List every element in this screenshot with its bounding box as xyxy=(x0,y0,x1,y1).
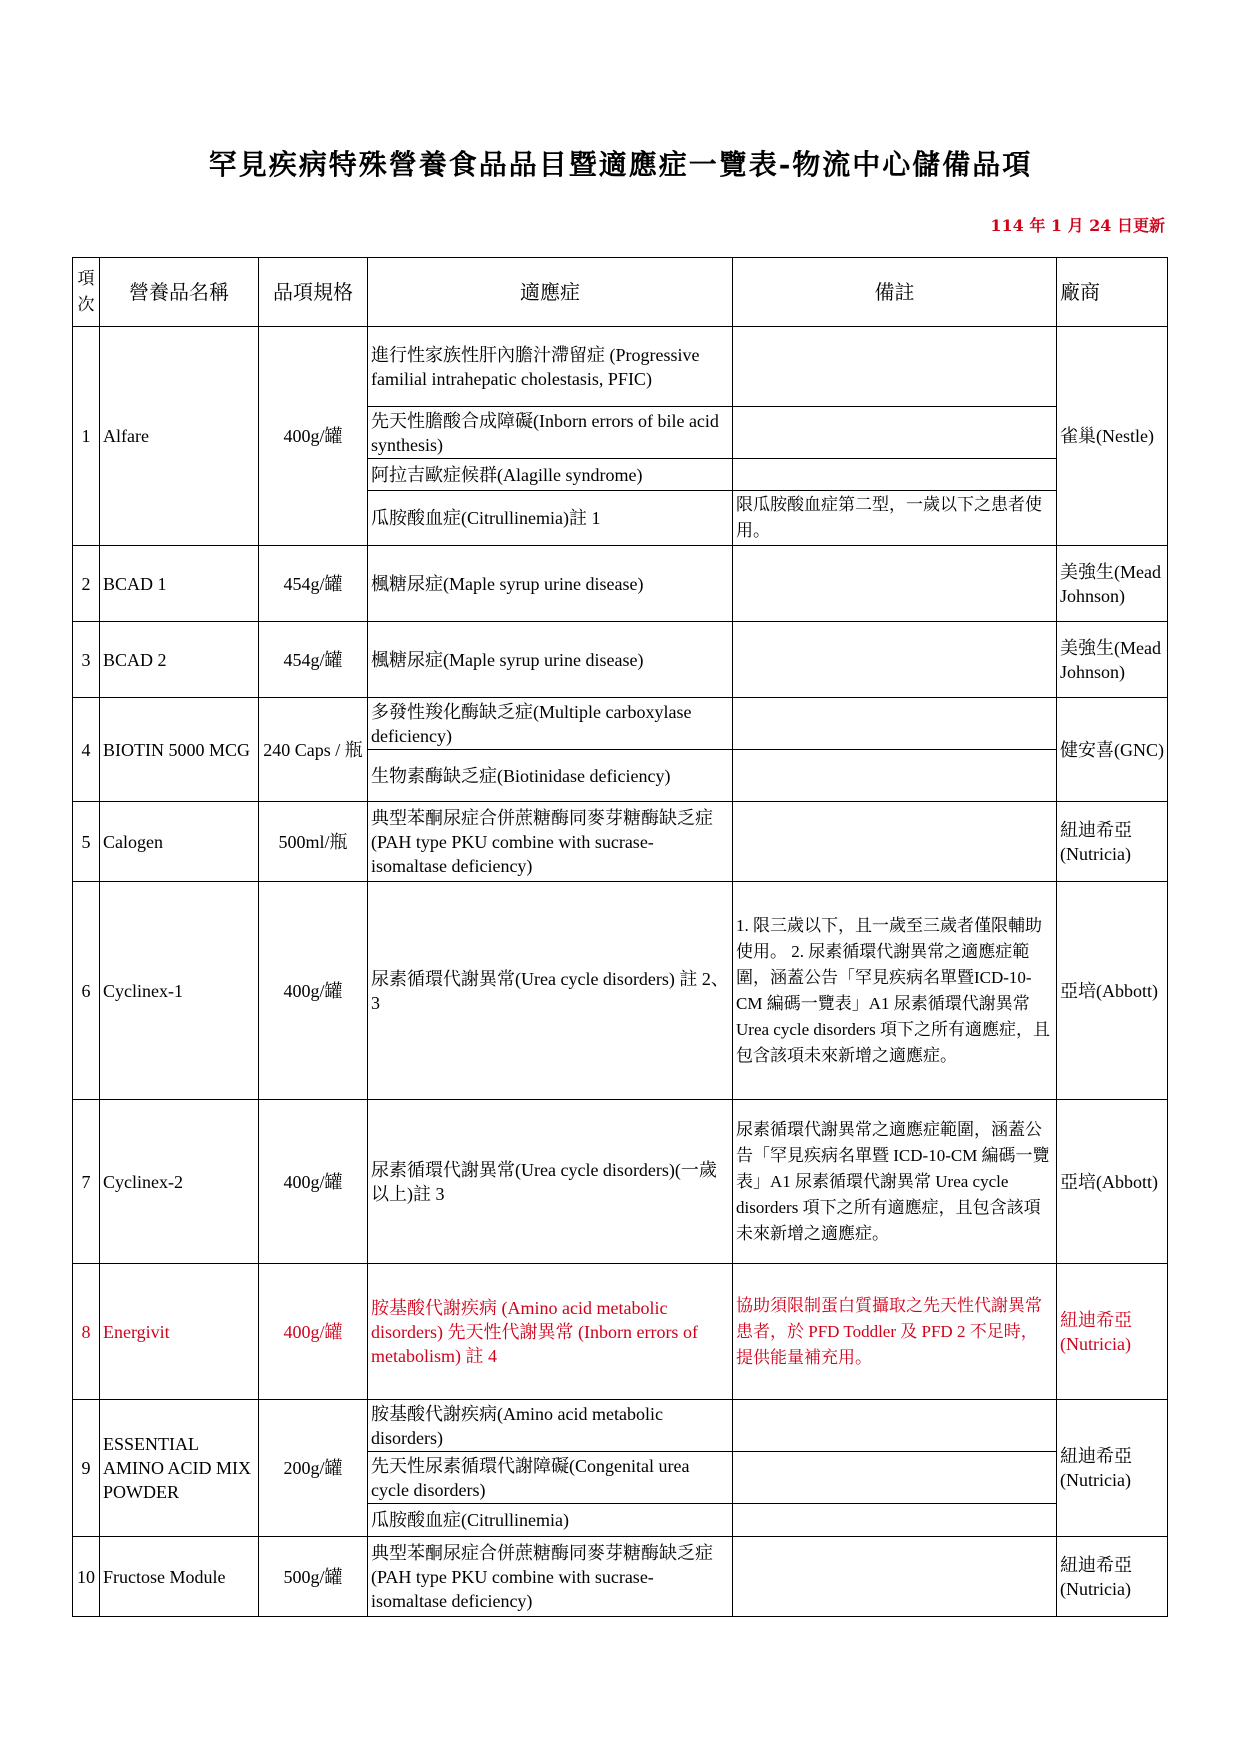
product-name: Cyclinex-1 xyxy=(100,882,259,1100)
vendor-cell: 亞培(Abbott) xyxy=(1057,882,1168,1100)
indication-cell: 阿拉吉歐症候群(Alagille syndrome) xyxy=(368,459,733,491)
table-row xyxy=(73,698,1168,750)
table-row xyxy=(73,1264,1168,1400)
header-indication: 適應症 xyxy=(368,258,733,327)
indication-cell: 典型苯酮尿症合併蔗糖酶同麥芽糖酶缺乏症 (PAH type PKU combine with sucrase-isomaltase deficiency) xyxy=(368,802,733,882)
remark-cell: 尿素循環代謝異常之適應症範圍，涵蓋公告「罕見疾病名單暨 ICD-10-CM 編碼一覽表」A1 尿素循環代謝異常 Urea cycle disorders 項下之所有適應症，且包含該項未來新增之適應症。 xyxy=(733,1100,1057,1264)
indication-cell: 胺基酸代謝疾病(Amino acid metabolic disorders) xyxy=(368,1400,733,1452)
product-name: ESSENTIAL AMINO ACID MIX POWDER xyxy=(100,1400,259,1537)
indication-cell: 瓜胺酸血症(Citrullinemia) xyxy=(368,1504,733,1537)
nutrition-product-table xyxy=(72,257,1168,1617)
product-spec: 240 Caps / 瓶 xyxy=(259,698,368,802)
remark-cell xyxy=(733,1400,1057,1452)
vendor-cell: 紐迪希亞(Nutricia) xyxy=(1057,1537,1168,1617)
indication-cell: 進行性家族性肝內膽汁滯留症 (Progressive familial intrahepatic cholestasis, PFIC) xyxy=(368,327,733,407)
product-spec: 400g/罐 xyxy=(259,327,368,546)
remark-cell: 協助須限制蛋白質攝取之先天性代謝異常患者，於 PFD Toddler 及 PFD 2 不足時，提供能量補充用。 xyxy=(733,1264,1057,1400)
indication-cell: 先天性膽酸合成障礙(Inborn errors of bile acid synthesis) xyxy=(368,407,733,459)
indication-cell: 瓜胺酸血症(Citrullinemia)註 1 xyxy=(368,491,733,546)
table-row xyxy=(73,327,1168,407)
product-name: Energivit xyxy=(100,1264,259,1400)
remark-cell xyxy=(733,1504,1057,1537)
remark-cell: 1. 限三歲以下，且一歲至三歲者僅限輔助使用。 2. 尿素循環代謝異常之適應症範圍，涵蓋公告「罕見疾病名單暨ICD-10-CM 編碼一覽表」A1 尿素循環代謝異常 Urea cycle disorders 項下之所有適應症，且包含該項未來新增之適應症。 xyxy=(733,882,1057,1100)
table-row xyxy=(73,882,1168,1100)
row-index: 5 xyxy=(73,802,100,882)
row-index: 7 xyxy=(73,1100,100,1264)
row-index: 1 xyxy=(73,327,100,546)
product-name: BCAD 1 xyxy=(100,546,259,622)
vendor-cell: 健安喜(GNC) xyxy=(1057,698,1168,802)
table-row xyxy=(73,1100,1168,1264)
product-name: BCAD 2 xyxy=(100,622,259,698)
remark-cell xyxy=(733,802,1057,882)
product-spec: 500g/罐 xyxy=(259,1537,368,1617)
header-remark: 備註 xyxy=(733,258,1057,327)
header-index: 項次 xyxy=(73,258,100,327)
remark-cell: 限瓜胺酸血症第二型，一歲以下之患者使用。 xyxy=(733,491,1057,546)
product-name: Cyclinex-2 xyxy=(100,1100,259,1264)
product-spec: 200g/罐 xyxy=(259,1400,368,1537)
remark-cell xyxy=(733,698,1057,750)
product-name: Alfare xyxy=(100,327,259,546)
header-vendor: 廠商 xyxy=(1057,258,1168,327)
product-spec: 400g/罐 xyxy=(259,1264,368,1400)
row-index: 10 xyxy=(73,1537,100,1617)
table-row xyxy=(73,622,1168,698)
header-spec: 品項規格 xyxy=(259,258,368,327)
indication-cell: 多發性羧化酶缺乏症(Multiple carboxylase deficiency) xyxy=(368,698,733,750)
vendor-cell: 紐迪希亞(Nutricia) xyxy=(1057,802,1168,882)
vendor-cell: 亞培(Abbott) xyxy=(1057,1100,1168,1264)
page-title: 罕見疾病特殊營養食品品目暨適應症一覽表-物流中心儲備品項 xyxy=(208,148,1033,181)
table-header-row xyxy=(73,258,1168,327)
table-row xyxy=(73,802,1168,882)
indication-cell: 楓糖尿症(Maple syrup urine disease) xyxy=(368,546,733,622)
remark-cell xyxy=(733,1452,1057,1504)
indication-cell: 尿素循環代謝異常(Urea cycle disorders) 註 2、3 xyxy=(368,882,733,1100)
table-row xyxy=(73,1400,1168,1452)
remark-cell xyxy=(733,1537,1057,1617)
table-row xyxy=(73,1537,1168,1617)
row-index: 6 xyxy=(73,882,100,1100)
remark-cell xyxy=(733,750,1057,802)
row-index: 2 xyxy=(73,546,100,622)
vendor-cell: 雀巢(Nestle) xyxy=(1057,327,1168,546)
table-row xyxy=(73,546,1168,622)
vendor-cell: 紐迪希亞(Nutricia) xyxy=(1057,1264,1168,1400)
indication-cell: 生物素酶缺乏症(Biotinidase deficiency) xyxy=(368,750,733,802)
row-index: 4 xyxy=(73,698,100,802)
product-spec: 500ml/瓶 xyxy=(259,802,368,882)
remark-cell xyxy=(733,459,1057,491)
vendor-cell: 美強生(Mead Johnson) xyxy=(1057,546,1168,622)
indication-cell: 典型苯酮尿症合併蔗糖酶同麥芽糖酶缺乏症(PAH type PKU combine with sucrase-isomaltase deficiency) xyxy=(368,1537,733,1617)
product-spec: 454g/罐 xyxy=(259,546,368,622)
remark-cell xyxy=(733,407,1057,459)
product-name: BIOTIN 5000 MCG xyxy=(100,698,259,802)
row-index: 8 xyxy=(73,1264,100,1400)
update-date: 114 年 1 月 24 日更新 xyxy=(990,216,1165,235)
indication-cell: 先天性尿素循環代謝障礙(Congenital urea cycle disorders) xyxy=(368,1452,733,1504)
row-index: 3 xyxy=(73,622,100,698)
product-spec: 400g/罐 xyxy=(259,1100,368,1264)
remark-cell xyxy=(733,622,1057,698)
indication-cell: 楓糖尿症(Maple syrup urine disease) xyxy=(368,622,733,698)
row-index: 9 xyxy=(73,1400,100,1537)
remark-cell xyxy=(733,327,1057,407)
vendor-cell: 美強生(Mead Johnson) xyxy=(1057,622,1168,698)
indication-cell: 胺基酸代謝疾病 (Amino acid metabolic disorders) 先天性代謝異常 (Inborn errors of metabolism) 註 4 xyxy=(368,1264,733,1400)
vendor-cell: 紐迪希亞(Nutricia) xyxy=(1057,1400,1168,1537)
header-name: 營養品名稱 xyxy=(100,258,259,327)
product-spec: 400g/罐 xyxy=(259,882,368,1100)
product-name: Calogen xyxy=(100,802,259,882)
product-name: Fructose Module xyxy=(100,1537,259,1617)
remark-cell xyxy=(733,546,1057,622)
product-spec: 454g/罐 xyxy=(259,622,368,698)
indication-cell: 尿素循環代謝異常(Urea cycle disorders)(一歲以上)註 3 xyxy=(368,1100,733,1264)
